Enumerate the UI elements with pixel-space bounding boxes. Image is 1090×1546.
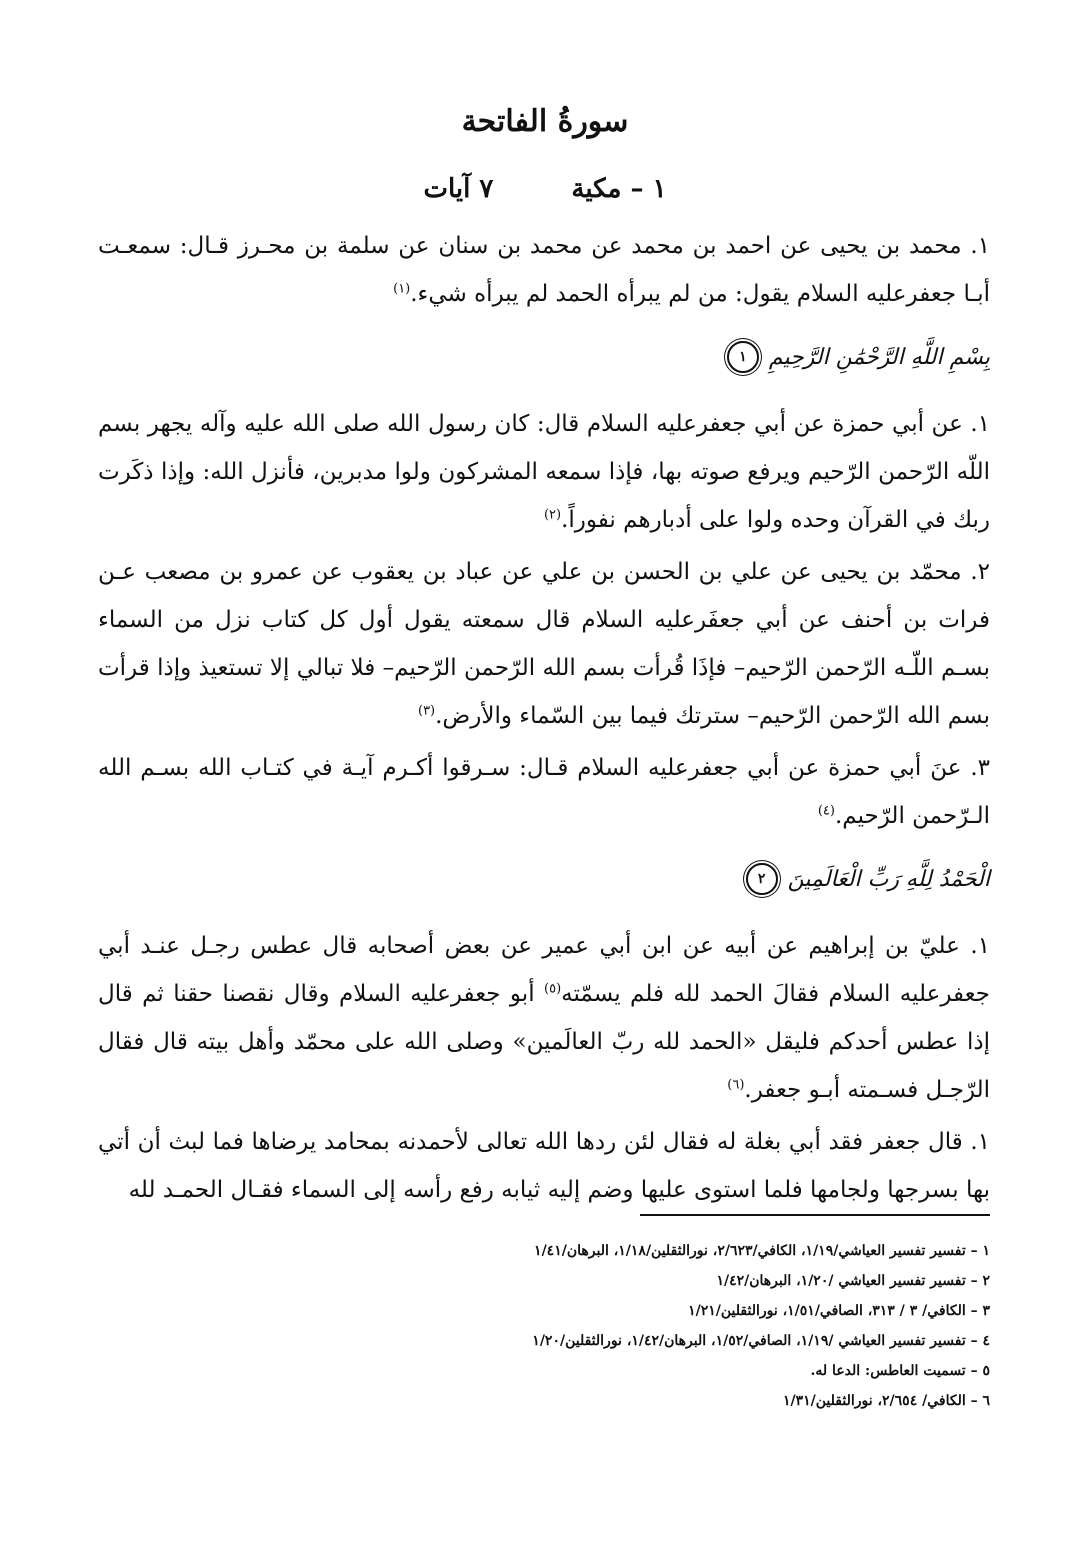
footnote: ٦ – الكافي/ ٢/٦٥٤، نورالثقلين/١/٣١ [782, 1393, 990, 1409]
surah-meta [0, 174, 1090, 204]
footnote: ٢ – تفسير تفسير العياشي /١/٢٠، البرهان/١/٤٢ [716, 1273, 990, 1289]
hadith-text-continued: أبو جعفرعليه السلام وقال نقصنا حقنا ثم قال إذا عطس أحدكم فليقل «الحمد لله ربّ العالَمين» وصلى الله على محمّد وأهل بيته قال فقال الرّجـل فسـمته أبـو جعفر. [98, 981, 990, 1103]
hadith-text: ١. قال جعفر فقد أبي بغلة له فقال لئن ردها الله تعالى لأحمدنه بمحامد يرضاها فما لبث أن أتي بها بسرجها ولجامها فلما استوى عليها وضم إليه ثيابه رفع رأسه إلى السماء فقـال الحمـد لله [98, 1129, 990, 1203]
ayat-count: ٧ آيات [423, 174, 494, 204]
footnote: ١ – تفسير تفسير العياشي/١/١٩، الكافي/٢/٦٢٣، نورالثقلين/١/١٨، البرهان/١/٤١ [534, 1243, 990, 1259]
footnote-ref: (٣) [417, 703, 436, 719]
hadith-text: ٣. عنَ أبي حمزة عن أبي جعفرعليه السلام قـال: سـرقوا أكـرم آيـة في كتـاب الله بسـم الله الـرّحمن الرّحيم. [98, 755, 990, 829]
verse-text: بِسْمِ اللَّهِ الرَّحْمَٰنِ الرَّحِيمِ [768, 344, 990, 370]
verse-text: الْحَمْدُ لِلَّهِ رَبِّ الْعَالَمِينَ [787, 866, 990, 892]
hadith [98, 400, 990, 544]
footnote-ref: (١) [393, 281, 411, 297]
footnote: ٤ – تفسير تفسير العياشي /١/١٩، الصافي/١/٥٢، البرهان/١/٤٢، نورالثقلين/١/٢٠ [532, 1333, 990, 1349]
hadith [98, 1118, 990, 1214]
surah-title: سورةُ الفاتحة [461, 104, 629, 139]
hadith-text: ١. عن أبي حمزة عن أبي جعفرعليه السلام قال: كان رسول الله صلى الله عليه وآله يجهر بسم اللّه الرّحمن الرّحيم ويرفع صوته بها، فإذا سمعه المشركون ولوا مدبرين، فأنزل الله: وإذا ذكَرت ربك في القرآن وحده ولوا على أدبارهم نفوراً. [98, 411, 990, 533]
hadith-text: ١. عليّ بن إبراهيم عن أبيه عن ابن أبي عمير عن بعض أصحابه قال عطس رجـل عنـد أبي جعفرعليه السلام فقالَ الحمد لله فلم يسمّته [98, 933, 990, 1007]
footnote: ٣ – الكافي/ ٣ / ٣١٣، الصافي/١/٥١، نورالثقلين/١/٢١ [688, 1303, 990, 1319]
footnote-ref: (٥) [544, 981, 562, 997]
hadith [98, 744, 990, 840]
verse-number-marker: ١ [727, 341, 759, 373]
surah-number: ١ – مكية [571, 174, 667, 204]
verse-number-marker: ٢ [746, 863, 778, 895]
footnote-divider [640, 1214, 990, 1216]
footnote-ref: (٦) [727, 1077, 745, 1093]
footnotes-list [98, 1236, 990, 1416]
verse-basmala [98, 334, 990, 380]
footnote: ٥ – تسميت العاطس: الدعا له. [810, 1363, 990, 1379]
footnote-ref: (٤) [817, 803, 835, 819]
hadith [98, 548, 990, 740]
hadith-text: ٢. محمّد بن يحيى عن علي بن الحسن بن علي عن عباد بن يعقوب عن عمرو بن مصعب عـن فرات بن أحنف عن أبي جعفَرعليه السلام قال سمعته يقول أول كل كتاب نزل من السماء بسـم اللّـه الرّحمن الرّحيم– فإذَا قُرأت بسم الله الرّحمن الرّحيم– فلا تبالي إلا تستعيذ وإذا قرأت بسم الله الرّحمن الرّحيم– سترتك فيما بين السّماء والأرض. [98, 559, 990, 729]
hadith [98, 922, 990, 1114]
page-content [98, 222, 990, 1214]
footnote-ref: (٢) [543, 507, 562, 523]
intro-hadith [98, 222, 990, 318]
intro-hadith-text: ١. محمد بن يحيى عن احمد بن محمد عن محمد بن سنان عن سلمة بن محـرز قـال: سمعـت أبـا جعفرعليه السلام يقول: من لم يبرأه الحمد لم يبرأه شيء. [98, 233, 990, 307]
verse-hamd [98, 856, 990, 902]
